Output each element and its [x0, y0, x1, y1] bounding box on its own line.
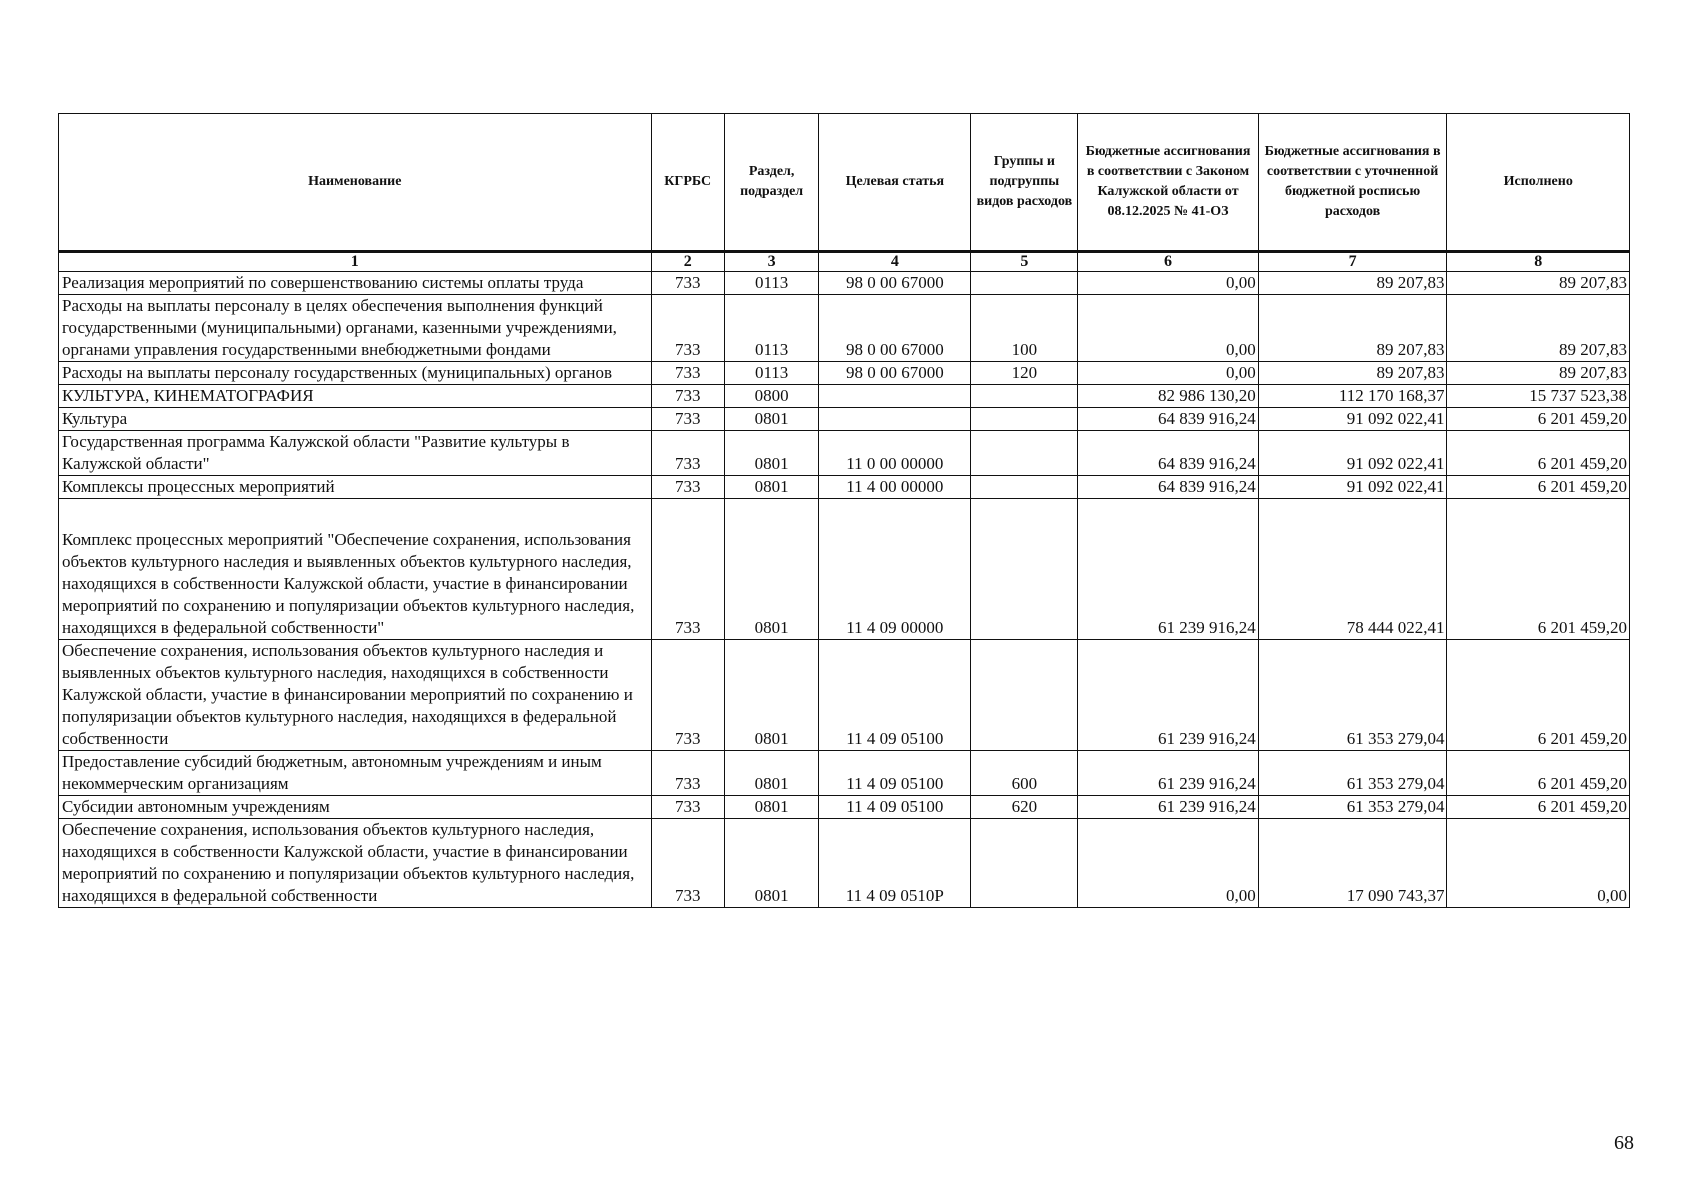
cell-kgrbs: 733 [651, 819, 724, 908]
cell-name: Предоставление субсидий бюджетным, автономным учреждениям и иным некоммерческим организациям [59, 751, 652, 796]
cell-executed-amount: 0,00 [1447, 819, 1630, 908]
cell-revised-amount: 17 090 743,37 [1258, 819, 1447, 908]
column-number: 6 [1078, 252, 1258, 272]
cell-section: 0801 [724, 499, 818, 640]
cell-name: Государственная программа Калужской области "Развитие культуры в Калужской области" [59, 431, 652, 476]
cell-revised-amount: 89 207,83 [1258, 272, 1447, 295]
table-row [59, 499, 1630, 640]
header-law-allocations: Бюджетные ассигнования в соответствии с Законом Калужской области от 08.12.2025 № 41-ОЗ [1078, 114, 1258, 252]
cell-law-amount: 61 239 916,24 [1078, 796, 1258, 819]
cell-expense-group: 620 [971, 796, 1078, 819]
header-target-article: Целевая статья [819, 114, 971, 252]
header-executed: Исполнено [1447, 114, 1630, 252]
table-row [59, 640, 1630, 751]
cell-name: Культура [59, 408, 652, 431]
cell-name: Комплексы процессных мероприятий [59, 476, 652, 499]
cell-executed-amount: 89 207,83 [1447, 295, 1630, 362]
cell-law-amount: 64 839 916,24 [1078, 431, 1258, 476]
cell-revised-amount: 61 353 279,04 [1258, 796, 1447, 819]
cell-executed-amount: 15 737 523,38 [1447, 385, 1630, 408]
budget-execution-table [58, 113, 1630, 908]
cell-target-article [819, 408, 971, 431]
cell-executed-amount: 6 201 459,20 [1447, 476, 1630, 499]
cell-law-amount: 61 239 916,24 [1078, 640, 1258, 751]
cell-expense-group [971, 272, 1078, 295]
cell-section: 0801 [724, 408, 818, 431]
cell-executed-amount: 6 201 459,20 [1447, 431, 1630, 476]
cell-target-article: 11 4 09 05100 [819, 640, 971, 751]
cell-expense-group [971, 385, 1078, 408]
cell-executed-amount: 6 201 459,20 [1447, 751, 1630, 796]
cell-kgrbs: 733 [651, 431, 724, 476]
cell-section: 0113 [724, 272, 818, 295]
table-row [59, 295, 1630, 362]
cell-expense-group: 120 [971, 362, 1078, 385]
cell-kgrbs: 733 [651, 362, 724, 385]
cell-kgrbs: 733 [651, 751, 724, 796]
cell-executed-amount: 6 201 459,20 [1447, 408, 1630, 431]
cell-kgrbs: 733 [651, 499, 724, 640]
table-row [59, 796, 1630, 819]
cell-executed-amount: 6 201 459,20 [1447, 499, 1630, 640]
column-number: 3 [724, 252, 818, 272]
cell-name: Расходы на выплаты персоналу в целях обеспечения выполнения функций государственными (муниципальными) органами, казенными учреждениями, органами управления государственными внебюджетными фондами [59, 295, 652, 362]
cell-name: Реализация мероприятий по совершенствованию системы оплаты труда [59, 272, 652, 295]
cell-section: 0801 [724, 476, 818, 499]
table-row [59, 431, 1630, 476]
cell-name: КУЛЬТУРА, КИНЕМАТОГРАФИЯ [59, 385, 652, 408]
cell-section: 0801 [724, 819, 818, 908]
cell-law-amount: 0,00 [1078, 295, 1258, 362]
column-number: 7 [1258, 252, 1447, 272]
cell-section: 0801 [724, 640, 818, 751]
cell-target-article: 11 4 09 00000 [819, 499, 971, 640]
cell-revised-amount: 91 092 022,41 [1258, 408, 1447, 431]
cell-law-amount: 61 239 916,24 [1078, 751, 1258, 796]
header-revised-allocations: Бюджетные ассигнования в соответствии с уточненной бюджетной росписью расходов [1258, 114, 1447, 252]
cell-kgrbs: 733 [651, 640, 724, 751]
cell-kgrbs: 733 [651, 796, 724, 819]
cell-target-article: 11 0 00 00000 [819, 431, 971, 476]
cell-target-article: 98 0 00 67000 [819, 295, 971, 362]
cell-expense-group: 600 [971, 751, 1078, 796]
cell-target-article [819, 385, 971, 408]
column-number: 1 [59, 252, 652, 272]
cell-target-article: 11 4 00 00000 [819, 476, 971, 499]
cell-name: Обеспечение сохранения, использования объектов культурного наследия, находящихся в собственности Калужской области, участие в финансировании мероприятий по сохранению и популяризации объектов культурного наследия, находящихся в федеральной собственности [59, 819, 652, 908]
cell-section: 0800 [724, 385, 818, 408]
cell-section: 0801 [724, 431, 818, 476]
table-row [59, 408, 1630, 431]
cell-law-amount: 0,00 [1078, 272, 1258, 295]
cell-revised-amount: 61 353 279,04 [1258, 751, 1447, 796]
header-name: Наименование [59, 114, 652, 252]
cell-name: Расходы на выплаты персоналу государственных (муниципальных) органов [59, 362, 652, 385]
column-number: 8 [1447, 252, 1630, 272]
cell-revised-amount: 91 092 022,41 [1258, 431, 1447, 476]
table-row [59, 362, 1630, 385]
cell-kgrbs: 733 [651, 408, 724, 431]
cell-law-amount: 61 239 916,24 [1078, 499, 1258, 640]
cell-name: Субсидии автономным учреждениям [59, 796, 652, 819]
table-row [59, 751, 1630, 796]
cell-revised-amount: 89 207,83 [1258, 362, 1447, 385]
cell-target-article: 11 4 09 05100 [819, 751, 971, 796]
cell-law-amount: 64 839 916,24 [1078, 476, 1258, 499]
cell-kgrbs: 733 [651, 272, 724, 295]
cell-revised-amount: 61 353 279,04 [1258, 640, 1447, 751]
cell-name: Обеспечение сохранения, использования объектов культурного наследия и выявленных объектов культурного наследия, находящихся в собственности Калужской области, участие в финансировании мероприятий по сохранению и популяризации объектов культурного наследия, находящихся в федеральной собственности [59, 640, 652, 751]
column-number-row [59, 252, 1630, 272]
cell-section: 0113 [724, 362, 818, 385]
cell-kgrbs: 733 [651, 295, 724, 362]
cell-expense-group [971, 431, 1078, 476]
cell-executed-amount: 6 201 459,20 [1447, 796, 1630, 819]
cell-expense-group [971, 476, 1078, 499]
header-kgrbs: КГРБС [651, 114, 724, 252]
cell-expense-group [971, 408, 1078, 431]
cell-law-amount: 82 986 130,20 [1078, 385, 1258, 408]
cell-revised-amount: 91 092 022,41 [1258, 476, 1447, 499]
column-number: 4 [819, 252, 971, 272]
page-number: 68 [1614, 1132, 1634, 1154]
budget-table-sheet [58, 113, 1630, 908]
cell-law-amount: 64 839 916,24 [1078, 408, 1258, 431]
cell-law-amount: 0,00 [1078, 362, 1258, 385]
cell-target-article: 98 0 00 67000 [819, 272, 971, 295]
cell-law-amount: 0,00 [1078, 819, 1258, 908]
cell-expense-group [971, 499, 1078, 640]
cell-kgrbs: 733 [651, 385, 724, 408]
cell-kgrbs: 733 [651, 476, 724, 499]
cell-section: 0801 [724, 796, 818, 819]
cell-target-article: 11 4 09 05100 [819, 796, 971, 819]
cell-target-article: 11 4 09 0510Р [819, 819, 971, 908]
cell-revised-amount: 112 170 168,37 [1258, 385, 1447, 408]
cell-section: 0113 [724, 295, 818, 362]
header-expense-groups: Группы и подгруппы видов расходов [971, 114, 1078, 252]
table-row [59, 385, 1630, 408]
cell-expense-group: 100 [971, 295, 1078, 362]
column-number: 5 [971, 252, 1078, 272]
column-number: 2 [651, 252, 724, 272]
cell-executed-amount: 89 207,83 [1447, 272, 1630, 295]
cell-section: 0801 [724, 751, 818, 796]
header-section: Раздел, подраздел [724, 114, 818, 252]
table-row [59, 272, 1630, 295]
cell-revised-amount: 89 207,83 [1258, 295, 1447, 362]
cell-name: Комплекс процессных мероприятий "Обеспечение сохранения, использования объектов культурного наследия и выявленных объектов культурного наследия, находящихся в собственности Калужской области, участие в финансировании мероприятий по сохранению и популяризации объектов культурного наследия, находящихся в федеральной собственности" [59, 499, 652, 640]
cell-target-article: 98 0 00 67000 [819, 362, 971, 385]
cell-expense-group [971, 640, 1078, 751]
cell-executed-amount: 6 201 459,20 [1447, 640, 1630, 751]
cell-expense-group [971, 819, 1078, 908]
table-header-row [59, 114, 1630, 252]
table-row [59, 819, 1630, 908]
cell-revised-amount: 78 444 022,41 [1258, 499, 1447, 640]
cell-executed-amount: 89 207,83 [1447, 362, 1630, 385]
table-row [59, 476, 1630, 499]
